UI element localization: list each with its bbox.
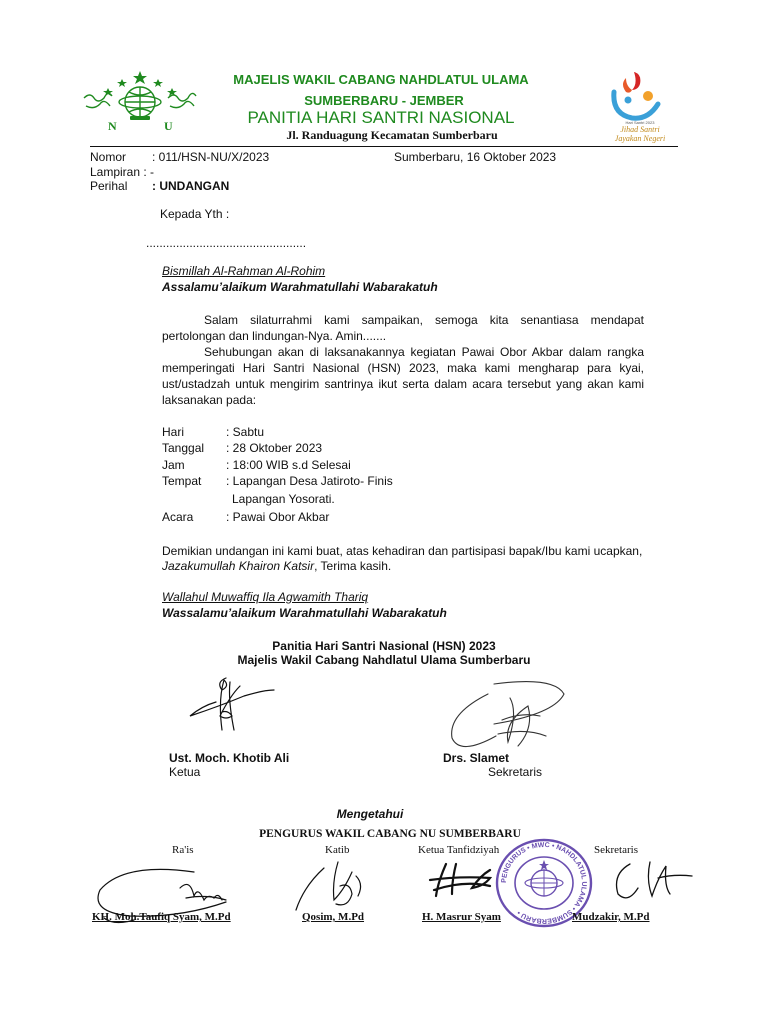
bismillah: Bismillah Al-Rahman Al-Rohim xyxy=(162,264,326,278)
event-value-jam: : 18:00 WIB s.d Selesai xyxy=(226,458,351,472)
nomor-value: : 011/HSN-NU/X/2023 xyxy=(152,150,270,164)
ketua-name: Ust. Moch. Khotib Ali xyxy=(169,751,290,765)
address-line: Jl. Randuagung Kecamatan Sumberbaru xyxy=(286,128,498,142)
katib-signature xyxy=(294,856,384,918)
hsn-logo-caption: Hari Santri 2023 xyxy=(625,120,655,125)
hsn-logo-tagline-2: Jayakan Negeri xyxy=(614,134,666,143)
header-divider xyxy=(90,146,678,147)
event-value-tanggal: : 28 Oktober 2023 xyxy=(226,441,323,455)
role-rais: Ra'is xyxy=(172,844,194,856)
role-sekretaris: Sekretaris xyxy=(594,844,638,856)
event-label-tempat: Tempat xyxy=(162,474,202,488)
closing-terima-kasih: , Terima kasih. xyxy=(314,559,392,573)
closing-jazakumullah: Jazakumullah Khairon Katsir xyxy=(162,559,315,573)
event-value-hari: : Sabtu xyxy=(226,425,265,439)
hsn-logo-tagline-1: Jihad Santri xyxy=(620,125,660,134)
ketua-role: Ketua xyxy=(169,765,201,779)
committee-org: Majelis Wakil Cabang Nahdlatul Ulama Sumberbaru xyxy=(237,653,531,667)
closing-line-1: Demikian undangan ini kami buat, atas kehadiran dan partisipasi bapak/Ibu kami ucapkan, xyxy=(162,544,643,558)
perihal-value: : UNDANGAN xyxy=(152,179,230,193)
closing-salam: Wassalamu’alaikum Warahmatullahi Wabarakatuh xyxy=(162,606,447,620)
role-katib: Katib xyxy=(325,844,350,856)
org-line-1: MAJELIS WAKIL CABANG NAHDLATUL ULAMA xyxy=(233,72,529,87)
sekretaris-role: Sekretaris xyxy=(488,765,543,779)
nomor-label: Nomor xyxy=(90,150,127,164)
opening-salam: Assalamu’alaikum Warahmatullahi Wabarakatuh xyxy=(162,280,438,294)
sekretaris-name: Drs. Slamet xyxy=(443,751,510,765)
ketua-tanfidziyah-signature xyxy=(420,856,500,906)
name-sekretaris: Mudzakir, M.Pd xyxy=(572,911,650,923)
body-paragraph-1: Salam silaturrahmi kami sampaikan, semoga kita senantiasa mendapat pertolongan dan lindungan-Nya. Amin....... xyxy=(162,313,644,343)
rais-signature xyxy=(94,858,264,936)
role-ketua-tanfidziyah: Ketua Tanfidziyah xyxy=(418,844,500,856)
nu-logo-letter-n: N xyxy=(108,119,117,133)
event-label-jam: Jam xyxy=(162,458,185,472)
hsn-2023-logo xyxy=(600,66,680,146)
name-ketua-tanfidziyah: H. Masrur Syam xyxy=(422,911,501,923)
stamp-ring-text: PENGURUS • MWC • NAHDLATUL ULAMA • SUMBERBARU • xyxy=(500,841,588,925)
lampiran-line: Lampiran : - xyxy=(90,165,155,179)
mengetahui-title: Mengetahui xyxy=(336,807,404,821)
event-value-tempat: : Lapangan Desa Jatiroto- Finis xyxy=(226,474,393,488)
name-rais: KH. Moh.Taufiq Syam, M.Pd xyxy=(92,911,231,923)
event-value-tempat-cont: Lapangan Yosorati. xyxy=(232,492,335,506)
event-label-hari: Hari xyxy=(162,425,185,439)
letter-date: Sumberbaru, 16 Oktober 2023 xyxy=(394,150,557,164)
kepada-yth: Kepada Yth : xyxy=(160,207,230,221)
mengetahui-board: PENGURUS WAKIL CABANG NU SUMBERBARU xyxy=(259,828,521,840)
name-katib: Qosim, M.Pd xyxy=(302,911,365,923)
sekretaris-pwc-signature xyxy=(600,854,700,914)
nu-logo-letter-u: U xyxy=(164,119,173,133)
event-label-tanggal: Tanggal xyxy=(162,441,205,455)
event-label-acara: Acara xyxy=(162,510,194,524)
committee-title: PANITIA HARI SANTRI NASIONAL xyxy=(247,108,515,127)
wallahul-muwaffiq: Wallahul Muwaffiq Ila Agwamith Thariq xyxy=(162,590,369,604)
event-value-acara: : Pawai Obor Akbar xyxy=(226,510,330,524)
recipient-dots: ................................................ xyxy=(146,236,307,250)
closing-line-2 xyxy=(162,559,391,574)
perihal-label: Perihal xyxy=(90,179,128,193)
body-paragraph-2: Sehubungan akan di laksanakannya kegiatan Pawai Obor Akbar dalam rangka memperingati Hari Santri Nasional (HSN) 2023, maka kami mengharap para kyai, ust/ustadzah untuk mengirim santrinya ikut serta dalam acara tersebut yang akan kami laksanakan pada: xyxy=(162,345,644,407)
ketua-signature xyxy=(176,672,286,752)
committee-heading: Panitia Hari Santri Nasional (HSN) 2023 xyxy=(272,639,496,653)
org-line-2: SUMBERBARU - JEMBER xyxy=(304,93,464,108)
